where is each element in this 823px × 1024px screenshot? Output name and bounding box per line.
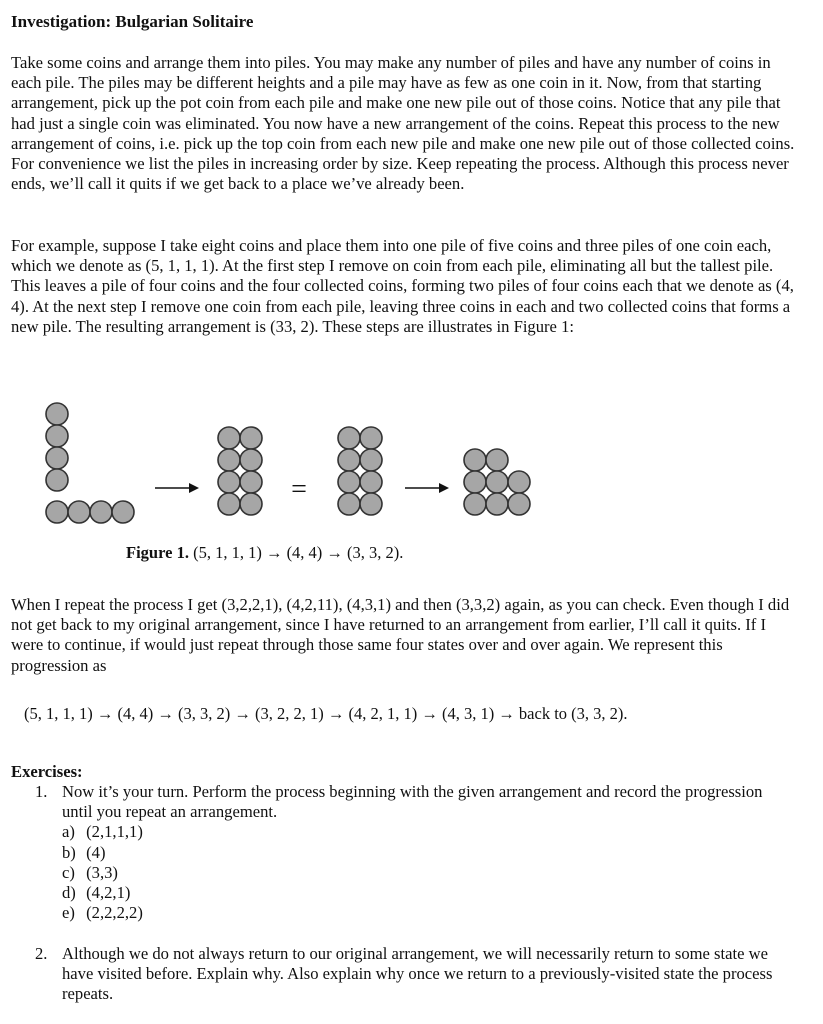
example-paragraph: For example, suppose I take eight coins and place them into one pile of five coins and three piles of one coin each, which we denote as (5, 1, 1, 1). At the first step I remove on coin from each pile, eliminating all but the tallest pile. This leaves a pile of four coins and the four collected coins, forming two piles of four coins each that we denote as (4, 4). At the next step I remove one coin from each pile, leaving three coins in each and two collected coins that forms a new pile. The resulting arrangement is (33, 2). These steps are illustrates in Figure 1: — [11, 236, 794, 336]
coin — [46, 403, 68, 425]
exercise-2-number: 2. — [35, 944, 48, 963]
list-item: e) (2,2,2,2) — [62, 903, 143, 923]
coin — [240, 493, 262, 515]
coin — [240, 449, 262, 471]
list-item: c) (3,3) — [62, 862, 118, 882]
exercise-1 — [35, 782, 795, 923]
document-title: Investigation: Bulgarian Solitaire — [11, 12, 254, 31]
coin — [218, 427, 240, 449]
progression-formula: (5, 1, 1, 1) → (4, 4) → (3, 3, 2) → (3, 2, 2, 1) → (4, 2, 1, 1) → (4, 3, 1) → back to (3, 3, 2). — [24, 704, 628, 723]
exercise-1-text: Now it’s your turn. Perform the process beginning with the given arrangement and record the progression until you repeat an arrangement. — [62, 782, 763, 822]
coin — [112, 501, 134, 523]
list-item: d) (4,2,1) — [62, 883, 131, 903]
figure-caption-text: (5, 1, 1, 1) → (4, 4) → (3, 3, 2). — [193, 543, 404, 562]
coin — [464, 449, 486, 471]
coin — [486, 493, 508, 515]
exercise-2 — [35, 944, 795, 1005]
coin — [508, 493, 530, 515]
state-44 — [218, 427, 262, 515]
arrow-1 — [155, 483, 199, 493]
list-item: b) (4) — [62, 842, 106, 862]
exercises-heading: Exercises: — [11, 762, 83, 781]
repeat-paragraph: When I repeat the process I get (3,2,2,1), (4,2,11), (4,3,1) and then (3,3,2) again, as you can check. Even though I did not get back to my original arrangement, since I have returned to an arrangement from earlier, I’ll call it quits. If I were to continue, if would just repeat through those same four states over and over again. We represent this progression as — [11, 595, 790, 675]
coin — [46, 447, 68, 469]
coin — [218, 471, 240, 493]
coin — [486, 449, 508, 471]
coin — [46, 469, 68, 491]
state-332 — [464, 449, 530, 515]
coin — [338, 427, 360, 449]
coin — [464, 471, 486, 493]
coin — [240, 471, 262, 493]
exercise-2-text: Although we do not always return to our original arrangement, we will necessarily return to some state we have visited before. Explain why. Also explain why once we return to a previously-visited state the process repeats. — [62, 944, 773, 1004]
coin — [240, 427, 262, 449]
coin — [360, 471, 382, 493]
coin — [508, 471, 530, 493]
coin — [46, 425, 68, 447]
exercise-1-number: 1. — [35, 782, 48, 801]
coin — [338, 449, 360, 471]
equals-sign: = — [291, 474, 307, 505]
coin — [464, 493, 486, 515]
coin — [360, 449, 382, 471]
coin — [486, 471, 508, 493]
coin — [218, 449, 240, 471]
coin — [90, 501, 112, 523]
coin — [338, 493, 360, 515]
coin — [338, 471, 360, 493]
exercise-1-items — [62, 822, 795, 923]
state-5111 — [46, 403, 134, 523]
coin — [68, 501, 90, 523]
arrow-2 — [405, 483, 449, 493]
coin — [218, 493, 240, 515]
coin — [46, 501, 68, 523]
list-item: a) (2,1,1,1) — [62, 822, 143, 842]
coin — [360, 493, 382, 515]
state-44-regrouped — [338, 427, 382, 515]
figure-caption — [126, 543, 403, 563]
coin — [360, 427, 382, 449]
figure-caption-label: Figure 1. — [126, 543, 189, 562]
intro-paragraph: Take some coins and arrange them into piles. You may make any number of piles and have any number of coins in each pile. The piles may be different heights and a pile may have as few as one coin in it. Now, from that starting arrangement, pick up the pot coin from each pile and make one new pile out of those coins. Notice that any pile that had just a single coin was eliminated. You now have a new arrangement of the coins. Repeat this process to the new arrangement of coins, i.e. pick up the top coin from each new pile and make one new pile out of those collected coins. For convenience we list the piles in increasing order by size. Keep repeating the process. Although this process never ends, we’ll call it quits if we get back to a place we’ve already been. — [11, 53, 795, 194]
